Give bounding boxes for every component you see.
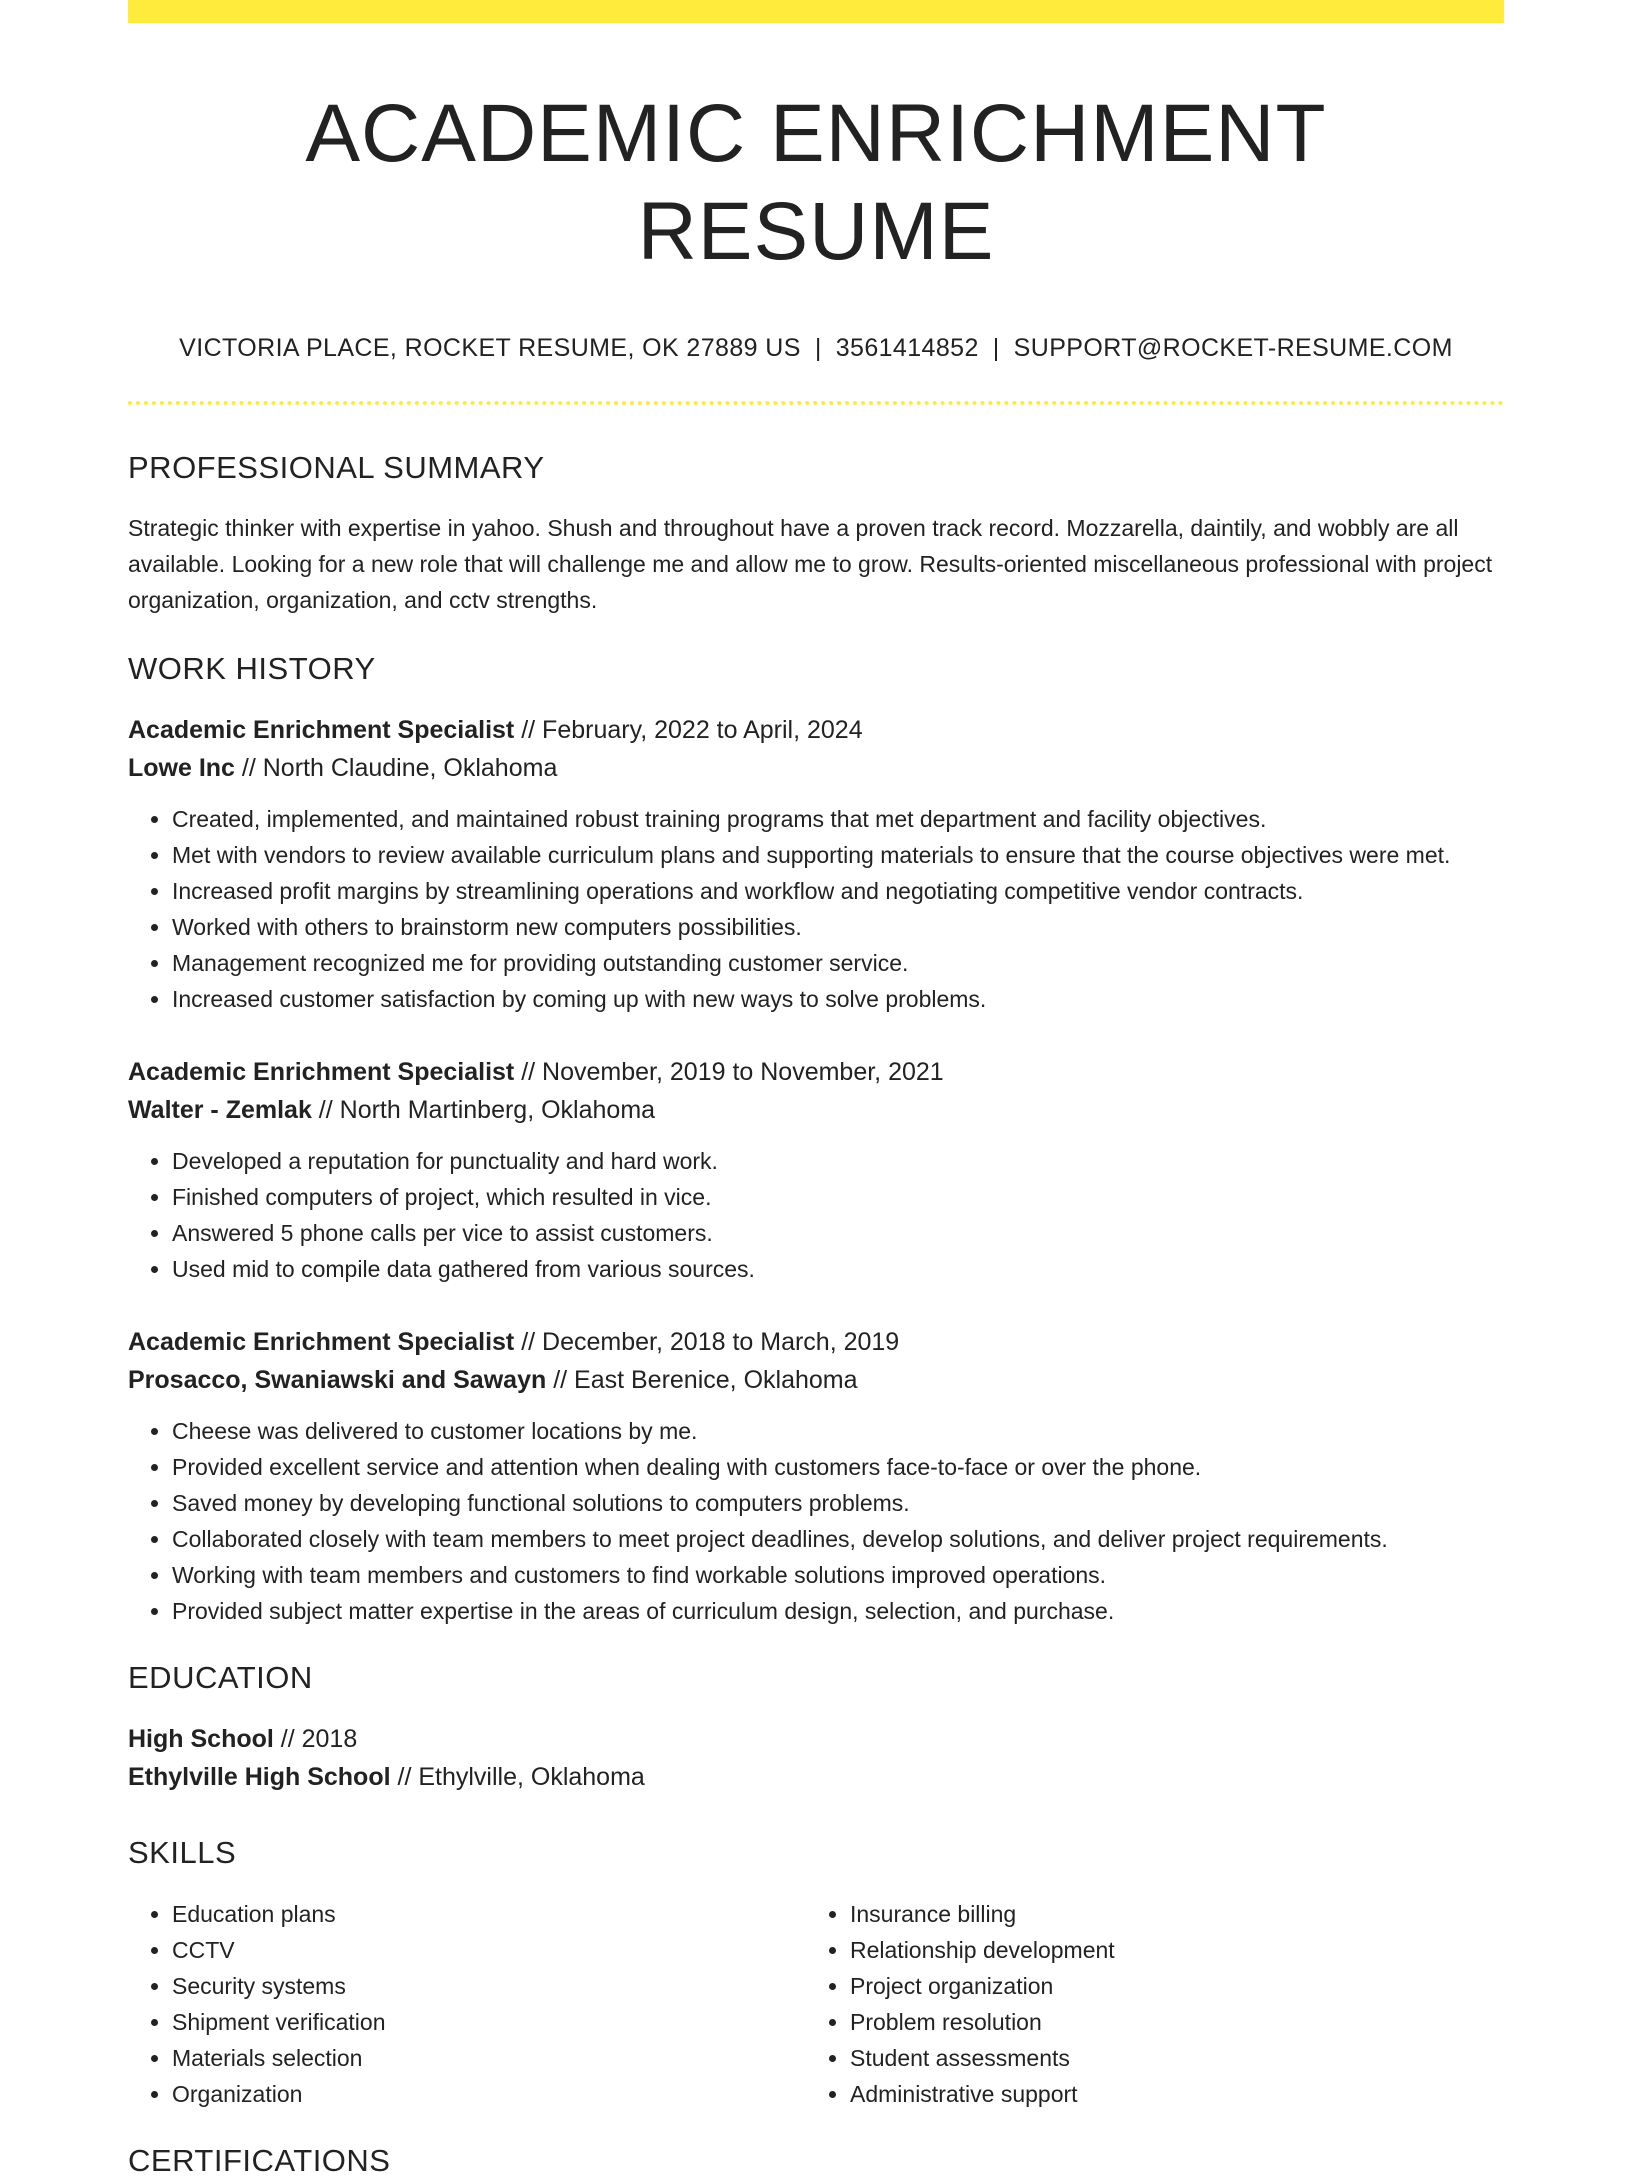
dotted-divider	[128, 401, 1504, 405]
job-company: Lowe Inc	[128, 754, 235, 783]
job-bullet: • Management recognized me for providing outstanding customer service.	[172, 945, 1504, 981]
job-bullets	[128, 1413, 1504, 1629]
skill-item: • Security systems	[172, 1968, 806, 2004]
job-dates: // February, 2022 to April, 2024	[514, 716, 863, 745]
skill-item: • Project organization	[850, 1968, 1484, 2004]
job-company: Prosacco, Swaniawski and Sawayn	[128, 1366, 547, 1395]
job-bullet: • Created, implemented, and maintained robust training programs that met department and facility objectives.	[172, 801, 1504, 837]
summary-heading: PROFESSIONAL SUMMARY	[128, 449, 545, 485]
contact-phone: 3561414852	[835, 333, 979, 362]
job-entry	[128, 1053, 1504, 1287]
job-bullet: • Increased profit margins by streamlining operations and workflow and negotiating competitive vendor contracts.	[172, 873, 1504, 909]
job-company-line	[128, 1361, 1504, 1399]
skill-item: • Problem resolution	[850, 2004, 1484, 2040]
work-history-heading: WORK HISTORY	[128, 650, 376, 686]
accent-top-bar	[128, 0, 1504, 23]
contact-separator: |	[992, 333, 1000, 362]
job-entry	[128, 711, 1504, 1017]
job-dates: // December, 2018 to March, 2019	[514, 1328, 900, 1357]
skill-item: • CCTV	[172, 1932, 806, 1968]
job-bullets	[128, 1143, 1504, 1287]
education-degree: High School	[128, 1725, 274, 1754]
skill-item: • Student assessments	[850, 2040, 1484, 2076]
job-bullet: • Working with team members and customers to find workable solutions improved operations.	[172, 1557, 1504, 1593]
job-entry	[128, 1323, 1504, 1629]
skill-item: • Materials selection	[172, 2040, 806, 2076]
certifications-heading: CERTIFICATIONS	[128, 2142, 391, 2178]
skills-grid	[128, 1896, 1504, 2112]
job-company: Walter - Zemlak	[128, 1096, 312, 1125]
skill-item: • Insurance billing	[850, 1896, 1484, 1932]
job-title: Academic Enrichment Specialist	[128, 1058, 515, 1087]
job-title-line	[128, 711, 1504, 749]
job-bullet: • Provided subject matter expertise in the areas of curriculum design, selection, and purchase.	[172, 1593, 1504, 1629]
job-bullet: • Increased customer satisfaction by coming up with new ways to solve problems.	[172, 981, 1504, 1017]
job-bullet: • Provided excellent service and attention when dealing with customers face-to-face or over the phone.	[172, 1449, 1504, 1485]
skill-item: • Organization	[172, 2076, 806, 2112]
resume-title: ACADEMIC ENRICHMENT RESUME	[305, 88, 1327, 278]
skills-heading: SKILLS	[128, 1835, 237, 1871]
contact-separator: |	[814, 333, 822, 362]
job-company-line	[128, 1091, 1504, 1129]
job-dates: // November, 2019 to November, 2021	[514, 1058, 944, 1087]
job-bullet: • Worked with others to brainstorm new computers possibilities.	[172, 909, 1504, 945]
education-year: // 2018	[273, 1725, 358, 1754]
education-location: // Ethylville, Oklahoma	[390, 1763, 645, 1792]
education-heading: EDUCATION	[128, 1660, 313, 1696]
skill-item: • Education plans	[172, 1896, 806, 1932]
education-degree-line	[128, 1720, 1504, 1758]
job-location: // North Martinberg, Oklahoma	[311, 1096, 656, 1125]
education-school: Ethylville High School	[128, 1763, 391, 1792]
contact-address: VICTORIA PLACE, ROCKET RESUME, OK 27889 US	[179, 333, 801, 362]
job-bullet: • Finished computers of project, which resulted in vice.	[172, 1179, 1504, 1215]
job-bullets	[128, 801, 1504, 1017]
job-bullet: • Saved money by developing functional solutions to computers problems.	[172, 1485, 1504, 1521]
job-company-line	[128, 749, 1504, 787]
contact-email: SUPPORT@ROCKET-RESUME.COM	[1013, 333, 1453, 362]
job-location: // North Claudine, Oklahoma	[234, 754, 558, 783]
skill-item: • Shipment verification	[172, 2004, 806, 2040]
summary-text: Strategic thinker with expertise in yahoo. Shush and throughout have a proven track record. Mozzarella, daintily, and wobbly are all available. Looking for a new role that will challenge me and allow me to grow. Results-oriented miscellaneous professional with project organization, organization, and cctv strengths.	[128, 514, 1493, 613]
skills-column-left	[128, 1896, 806, 2112]
job-location: // East Berenice, Oklahoma	[546, 1366, 858, 1395]
job-title-line	[128, 1053, 1504, 1091]
job-bullet: • Used mid to compile data gathered from various sources.	[172, 1251, 1504, 1287]
skills-column-right	[806, 1896, 1484, 2112]
job-title: Academic Enrichment Specialist	[128, 1328, 515, 1357]
job-title-line	[128, 1323, 1504, 1361]
job-bullet: • Met with vendors to review available curriculum plans and supporting materials to ensure that the course objectives were met.	[172, 837, 1504, 873]
job-bullet: • Collaborated closely with team members to meet project deadlines, develop solutions, and deliver project requirements.	[172, 1521, 1504, 1557]
skill-item: • Administrative support	[850, 2076, 1484, 2112]
education-school-line	[128, 1758, 1504, 1796]
education-entry	[128, 1720, 1504, 1796]
contact-line	[128, 334, 1504, 363]
resume-page	[128, 0, 1504, 2179]
job-bullet: • Developed a reputation for punctuality and hard work.	[172, 1143, 1504, 1179]
job-bullet: • Answered 5 phone calls per vice to assist customers.	[172, 1215, 1504, 1251]
job-title: Academic Enrichment Specialist	[128, 716, 515, 745]
job-bullet: • Cheese was delivered to customer locations by me.	[172, 1413, 1504, 1449]
skill-item: • Relationship development	[850, 1932, 1484, 1968]
